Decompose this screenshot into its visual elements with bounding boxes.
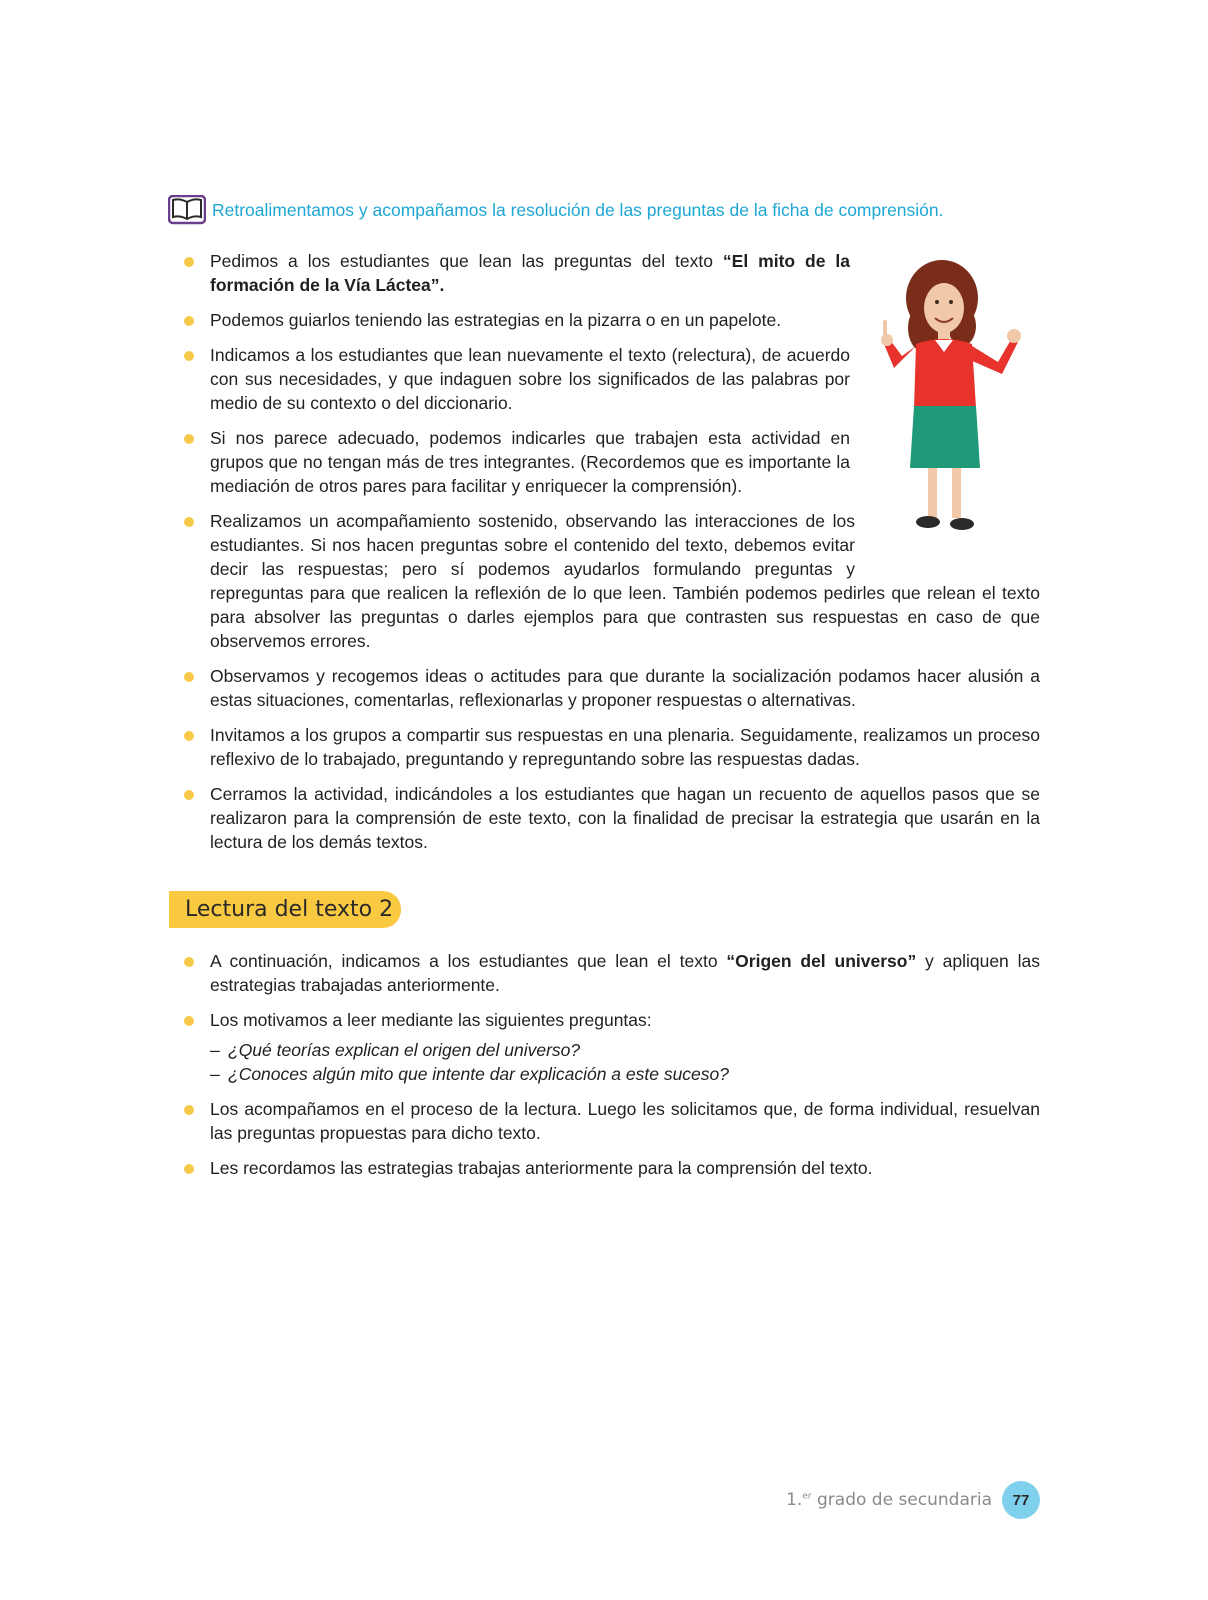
list-item-text: Los acompañamos en el proceso de la lectura. Luego les solicitamos que, de forma individual, resuelvan las preguntas propuestas para dicho texto. (210, 1099, 1040, 1143)
question-text: ¿Qué teorías explican el origen del universo? (228, 1040, 581, 1060)
text-title-bold: “Origen del universo” (726, 951, 917, 971)
list-item (168, 249, 850, 297)
text-title-bold: “El mito de la formación de la Vía Láctea”. (210, 251, 850, 295)
list-item (168, 949, 1040, 997)
feedback-list (168, 249, 1040, 865)
list-item (168, 1008, 1040, 1086)
bullet-dot (184, 731, 194, 741)
grade-label (786, 1490, 992, 1510)
list-item (168, 343, 850, 415)
question-item (210, 1062, 1040, 1086)
question-list (210, 1038, 1040, 1086)
list-item (168, 509, 1040, 653)
question-text: ¿Conoces algún mito que intente dar explicación a este suceso? (228, 1064, 729, 1084)
list-item (168, 664, 1040, 712)
list-item-text: Cerramos la actividad, indicándoles a los estudiantes que hagan un recuento de aquellos pasos que se realizaron para la comprensión de este texto, con la finalidad de precisar la estrategia que usarán en la lectura de los demás textos. (210, 784, 1040, 852)
bullet-dot (184, 434, 194, 444)
list-item-text: Indicamos a los estudiantes que lean nuevamente el texto (relectura), de acuerdo con sus necesidades, y que indaguen sobre los significados de las palabras por medio de su contexto o del diccionario. (210, 345, 850, 413)
page-number (1002, 1481, 1040, 1519)
bullet-dot (184, 517, 194, 527)
page-footer (780, 1480, 1040, 1520)
grade-number: 1. (786, 1490, 803, 1510)
list-item-text: Los motivamos a leer mediante las siguientes preguntas: (210, 1010, 652, 1030)
bullet-dot (184, 351, 194, 361)
list-item-text: Les recordamos las estrategias trabajas anteriormente para la comprensión del texto. (210, 1158, 873, 1178)
list-item-text: Observamos y recogemos ideas o actitudes para que durante la socialización podamos hacer alusión a estas situaciones, comentarlas, reflexionarlas y proponer respuestas o alternativas. (210, 666, 1040, 710)
list-item-text: Invitamos a los grupos a compartir sus respuestas en una plenaria. Seguidamente, realizamos un proceso reflexivo de lo trabajado, preguntando y repreguntando sobre las respuestas dadas. (210, 725, 1040, 769)
bullet-dot (184, 957, 194, 967)
list-item (168, 426, 850, 498)
list-item (168, 723, 1040, 771)
grade-text: grado de secundaria (811, 1490, 992, 1510)
list-item (168, 782, 1040, 854)
dash-marker: – (210, 1040, 220, 1060)
section-heading-text: Retroalimentamos y acompañamos la resolución de las preguntas de la ficha de comprensión. (212, 199, 944, 220)
grade-superscript: er (802, 1491, 812, 1502)
dash-marker: – (210, 1064, 220, 1084)
list-item-text: Podemos guiarlos teniendo las estrategias en la pizarra o en un papelote. (210, 310, 782, 330)
bullet-dot (184, 316, 194, 326)
reading-section-tag (169, 891, 401, 928)
reading-list (168, 949, 1040, 1191)
list-item-text: Realizamos un acompañamiento sostenido, observando las interacciones de los estudiantes. Si nos hacen preguntas sobre el contenido del texto, debemos evitar decir las respuestas; pero sí podemos ayudarlos formulando preguntas y repreguntas para que realicen la reflexión de lo que leen. También podemos pedirles que relean el texto para absolver las preguntas o darles ejemplos para que contrasten sus respuestas en caso de que observemos errores. (210, 511, 1040, 651)
book-icon (168, 195, 206, 225)
section-heading (168, 193, 1048, 227)
bullet-dot (184, 1016, 194, 1026)
list-item-text: y apliquen las estrategias trabajadas anteriormente. (210, 951, 1040, 995)
page-number-text: 77 (1012, 1491, 1030, 1509)
list-item (168, 1156, 1040, 1180)
bullet-dot (184, 672, 194, 682)
list-item (168, 1097, 1040, 1145)
bullet-dot (184, 790, 194, 800)
bullet-dot (184, 257, 194, 267)
list-item-text: Pedimos a los estudiantes que lean las preguntas del texto (210, 251, 723, 271)
list-item (168, 308, 850, 332)
question-item (210, 1038, 1040, 1062)
bullet-dot (184, 1105, 194, 1115)
list-item-text: A continuación, indicamos a los estudiantes que lean el texto (210, 951, 727, 971)
list-item-text: Si nos parece adecuado, podemos indicarles que trabajen esta actividad en grupos que no tengan más de tres integrantes. (Recordemos que es importante la mediación de otros pares para facilitar y enriquecer la comprensión). (210, 428, 850, 496)
bullet-dot (184, 1164, 194, 1174)
reading-section-title: Lectura del texto 2 (185, 897, 394, 922)
